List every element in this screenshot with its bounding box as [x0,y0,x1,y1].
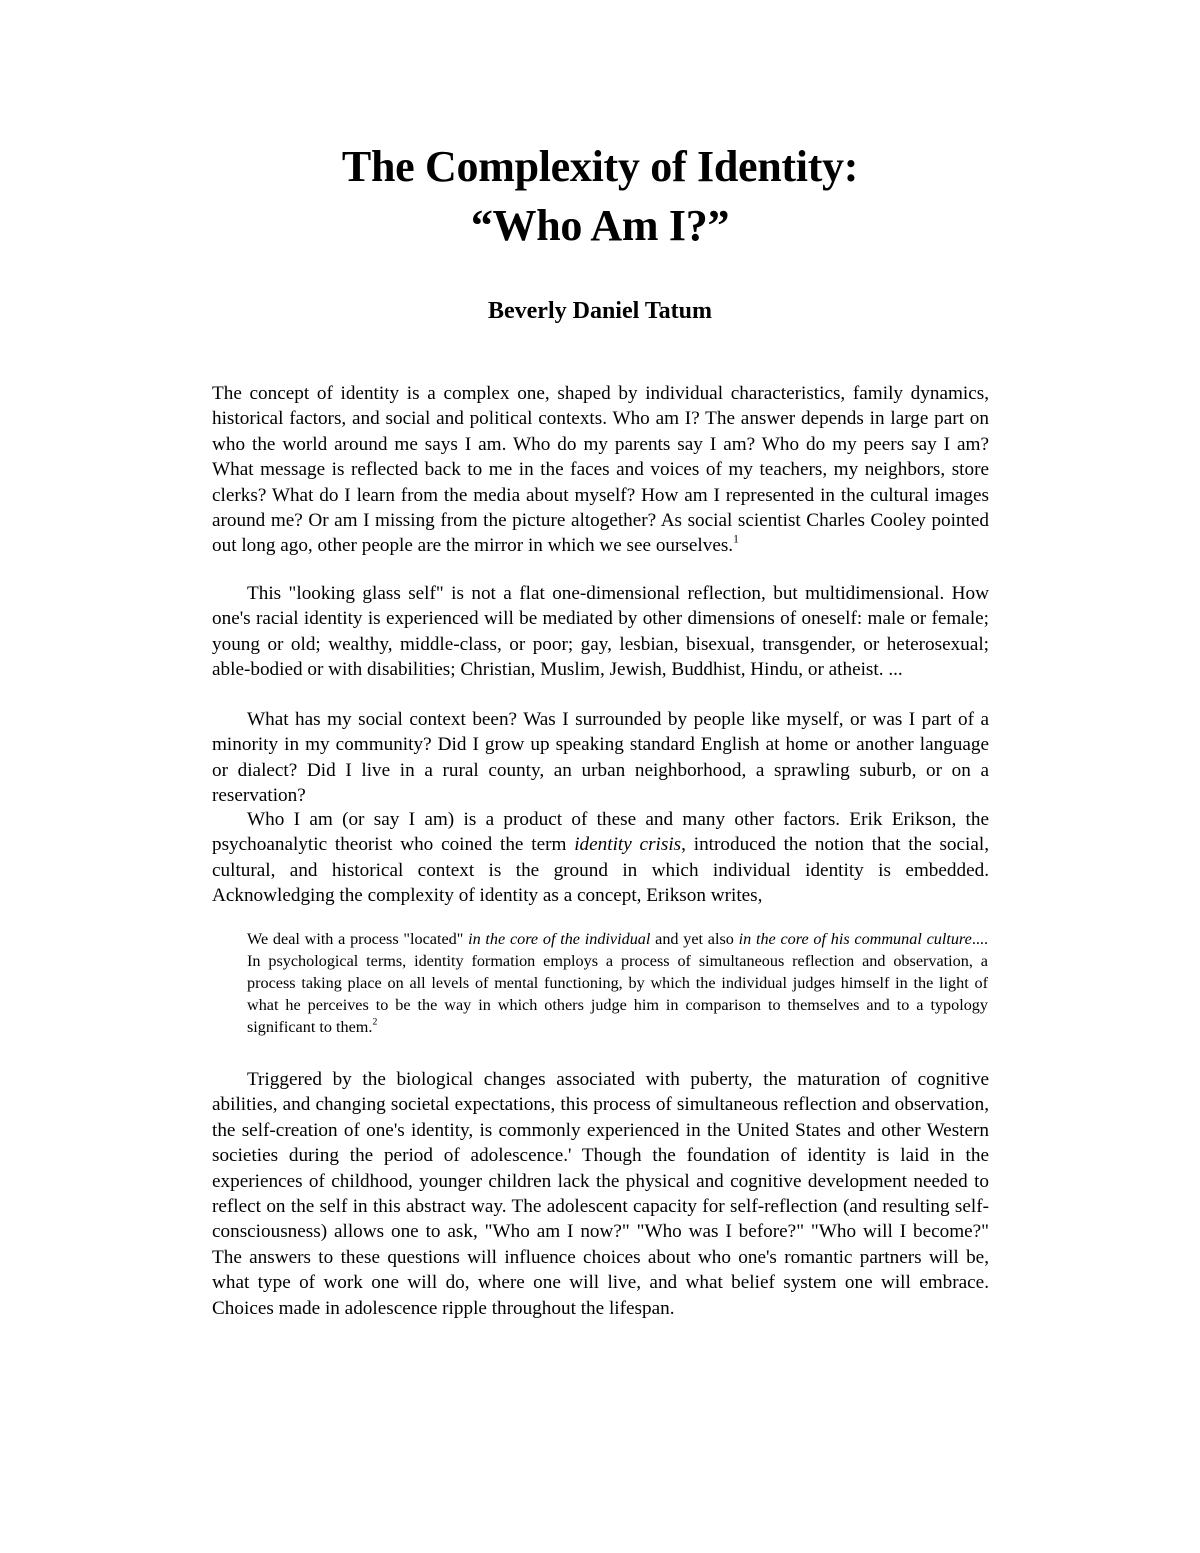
footnote-marker-2: 2 [372,1017,378,1029]
paragraph-3 [212,707,989,809]
paragraph-5-text: Triggered by the biological changes associated with puberty, the maturation of cognitive abilities, and changing societal expectations, this process of simultaneous reflection and observation, the self-creation of one's identity, is commonly experienced in the United States and other Western societies during the period of adolescence.' Though the foundation of identity is laid in the experiences of childhood, younger children lack the physical and cognitive development needed to reflect on the self in this abstract way. The adolescent capacity for self-reflection (and resulting self-consciousness) allows one to ask, "Who am I now?" "Who was I before?" "Who will I become?" The answers to these questions will influence choices about who one's romantic partners will be, what type of work one will do, where one will live, and what belief system one will embrace. Choices made in adolescence ripple throughout the lifespan. [212,1069,989,1319]
blockquote-part-3: .... In psychological terms, identity formation employs a process of simultaneous reflection and observation, a process taking place on all levels of mental functioning, by which the individual judges himself in the light of what he perceives to be the way in which others judge him in comparison to themselves and to a typology significant to them. [247,930,989,1037]
footnote-marker-1: 1 [733,533,739,546]
paragraph-1-text: The concept of identity is a complex one, shaped by individual characteristics, family dynamics, historical factors, and social and political contexts. Who am I? The answer depends in large part on who the world around me says I am. Who do my parents say I am? Who do my peers say I am? What message is reflected back to me in the faces and voices of my teachers, my neighbors, store clerks? What do I learn from the media about myself? How am I represented in the cultural images around me? Or am I missing from the picture altogether? As social scientist Charles Cooley pointed out long ago, other people are the mirror in which we see ourselves. [212,383,989,557]
erikson-blockquote [247,928,988,1038]
author-name: Beverly Daniel Tatum [487,298,712,324]
blockquote-part-2: and yet also [650,930,739,948]
blockquote-italic-1: in the core of the individual [468,930,651,948]
paragraph-2 [212,581,989,683]
paragraph-4-text-before: Who I am (or say I am) is a product of these and many other factors. Erik Erikson, the psychoanalytic theorist who coined the term [212,809,989,856]
paragraph-3-text: What has my social context been? Was I surrounded by people like myself, or was I part of a minority in my community? Did I grow up speaking standard English at home or another language or dialect? Did I live in a rural county, an urban neighborhood, a sprawling suburb, or on a reservation? [212,709,989,807]
paragraph-5 [212,1067,989,1321]
paragraph-4 [212,807,989,909]
title-line-2: “Who Am I?” [470,201,730,250]
title-line-1: The Complexity of Identity: [341,142,859,191]
paragraph-2-text: This "looking glass self" is not a flat one-dimensional reflection, but multidimensional. How one's racial identity is experienced will be mediated by other dimensions of oneself: male or female; young or old; wealthy, middle-class, or poor; gay, lesbian, bisexual, transgender, or heterosexual; able-bodied or with disabilities; Christian, Muslim, Jewish, Buddhist, Hindu, or atheist. ... [212,583,989,681]
paragraph-4-italic-term: identity crisis [574,834,682,856]
blockquote-part-1: We deal with a process "located" [247,930,469,948]
paragraph-4-text-after: , introduced the notion that the social, cultural, and historical context is the ground in which individual identity is embedded. Acknowledging the complexity of identity as a concept, Erikson writes, [212,834,990,907]
blockquote-italic-2: in the core of his communal culture [738,930,972,948]
paragraph-1 [212,381,989,559]
